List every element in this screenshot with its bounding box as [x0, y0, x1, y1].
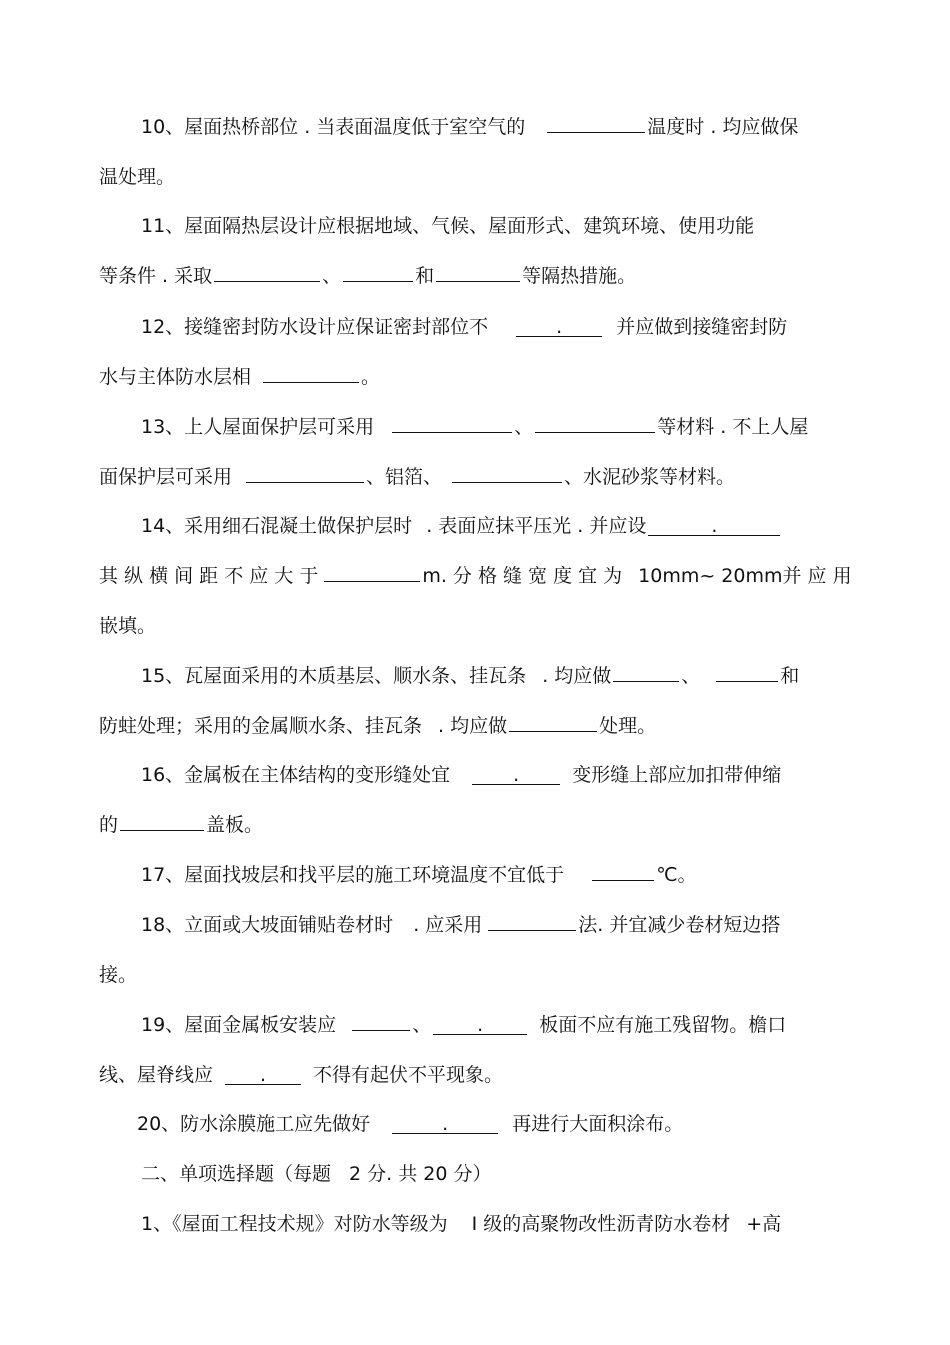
q11-text-c: 、 — [322, 265, 342, 287]
q12-blank-2[interactable] — [263, 365, 359, 383]
q16-text-b: 变形缝上部应加扣带伸缩 — [572, 764, 782, 786]
q16-text-a: 16、金属板在主体结构的变形缝处宜 — [141, 764, 451, 786]
q14-blank-2[interactable] — [324, 564, 420, 582]
q20-blank-1[interactable]: . — [392, 1116, 498, 1134]
q19-text-e: 不得有起伏不平现象。 — [313, 1064, 504, 1086]
q11-text-d: 和 — [415, 265, 435, 287]
q15-blank-2[interactable] — [716, 664, 778, 682]
q14-line-1 — [141, 514, 782, 538]
q13-line-1 — [141, 415, 808, 439]
q11-text-a: 11、屋面隔热层设计应根据地域、气候、屋面形式、建筑环境、使用功能 — [141, 215, 755, 237]
q12-line-1 — [141, 315, 787, 339]
q19-blank-3[interactable]: . — [225, 1067, 301, 1085]
q15-text-f: . 均应做 — [438, 715, 508, 737]
q16-line-2 — [99, 813, 263, 837]
q15-line-2 — [99, 714, 656, 738]
q16-blank-1[interactable]: . — [472, 767, 560, 785]
q11-blank-2[interactable] — [343, 264, 413, 282]
q11-text-e: 等隔热措施。 — [522, 265, 637, 287]
q17-text-a: 17、屋面找坡层和找平层的施工环境温度不宜低于 — [141, 864, 565, 886]
q12-line-2 — [99, 365, 380, 389]
q19-text-b: 、 — [412, 1014, 432, 1036]
q20-line-1 — [137, 1112, 683, 1136]
q11-blank-3[interactable] — [436, 264, 520, 282]
s2q1-text-c: +高 — [746, 1213, 782, 1235]
q10-text-c: 温处理。 — [99, 166, 176, 188]
q20-text-a: 20、防水涂膜施工应先做好 — [137, 1113, 371, 1135]
q19-line-1 — [141, 1013, 786, 1037]
q18-text-c: 法. 并宜减少卷材短边搭 — [578, 914, 781, 936]
q20-text-b: 再进行大面积涂布。 — [512, 1113, 684, 1135]
q13-blank-3[interactable] — [246, 465, 364, 483]
q18-text-b: . 应采用 — [413, 914, 483, 936]
q18-line-2 — [99, 963, 137, 987]
q13-blank-1[interactable] — [392, 415, 512, 433]
q15-text-g: 处理。 — [599, 715, 657, 737]
section2-text-a: 二、单项选择题（每题 — [141, 1163, 332, 1185]
q16-blank-2[interactable] — [120, 813, 204, 831]
q18-text-d: 接。 — [99, 964, 138, 986]
q14-text-b: . 表面应抹平压光 . 并应设 — [426, 515, 647, 537]
q18-blank-1[interactable] — [488, 913, 576, 931]
q14-text-f: 嵌填。 — [99, 615, 157, 637]
q13-text-b: 、 — [514, 416, 534, 438]
q19-blank-1[interactable] — [352, 1013, 410, 1031]
q19-text-a: 19、屋面金属板安装应 — [141, 1014, 337, 1036]
q15-line-1 — [141, 664, 799, 688]
q11-blank-1[interactable] — [214, 264, 320, 282]
q10-line-1 — [141, 115, 798, 139]
q17-blank-1[interactable] — [592, 863, 654, 881]
q14-blank-1[interactable]: . — [648, 518, 780, 536]
q15-blank-1[interactable] — [613, 664, 679, 682]
q18-line-1 — [141, 913, 780, 937]
q16-text-d: 盖板。 — [206, 814, 264, 836]
q12-text-d: 。 — [361, 366, 381, 388]
q15-text-b: . 均应做 — [542, 665, 612, 687]
q10-text-a: 10、屋面热桥部位 . 当表面温度低于室空气的 — [141, 116, 526, 138]
s2q1-text-a: 1、《屋面工程技术规》对防水等级为 — [141, 1213, 448, 1235]
q11-text-b: 等条件 . 采取 — [99, 265, 213, 287]
q15-blank-3[interactable] — [509, 714, 597, 732]
q13-text-c: 等材料 . 不上人屋 — [657, 416, 809, 438]
q12-text-c: 水与主体防水层相 — [99, 366, 252, 388]
q10-blank-1[interactable] — [547, 115, 645, 133]
q19-blank-2[interactable]: . — [433, 1017, 527, 1035]
q10-text-b: 温度时 . 均应做保 — [647, 116, 799, 138]
q13-text-d: 面保护层可采用 — [99, 466, 233, 488]
q16-line-1 — [141, 763, 781, 787]
q10-line-2 — [99, 165, 175, 189]
q14-text-d: m. 分 格 缝 宽 度 宜 为 — [422, 565, 623, 587]
q14-text-c: 其 纵 横 间 距 不 应 大 于 — [99, 565, 319, 587]
q13-text-a: 13、上人屋面保护层可采用 — [141, 416, 375, 438]
q15-text-c: 、 — [681, 665, 701, 687]
s2q1-text-b: Ⅰ 级的高聚物改性沥青防水卷材 — [471, 1213, 731, 1235]
q13-blank-2[interactable] — [535, 415, 655, 433]
q12-blank-1[interactable]: . — [516, 319, 602, 337]
q15-text-a: 15、瓦屋面采用的木质基层、顺水条、挂瓦条 — [141, 665, 527, 687]
section2-heading — [141, 1162, 491, 1186]
q13-text-e: 、铝箔、 — [366, 466, 443, 488]
q15-text-e: 防蛀处理；采用的金属顺水条、挂瓦条 — [99, 715, 423, 737]
q14-line-2 — [99, 564, 852, 588]
q17-line-1 — [141, 863, 697, 887]
q12-text-a: 12、接缝密封防水设计应保证密封部位不 — [141, 316, 489, 338]
q12-text-b: 并应做到接缝密封防 — [616, 316, 788, 338]
q13-text-f: 、水泥砂浆等材料。 — [564, 466, 736, 488]
q19-text-c: 板面不应有施工残留物。檐口 — [539, 1014, 787, 1036]
q18-text-a: 18、立面或大坡面铺贴卷材时 — [141, 914, 394, 936]
q13-blank-4[interactable] — [452, 465, 562, 483]
s2q1-line-1 — [141, 1212, 781, 1236]
q14-text-a: 14、采用细石混凝土做保护层时 — [141, 515, 413, 537]
section2-text-b: 2 分. 共 20 分） — [349, 1163, 492, 1185]
q11-line-1 — [141, 214, 754, 238]
q19-text-d: 线、屋脊线应 — [99, 1064, 214, 1086]
q16-text-c: 的 — [99, 814, 119, 836]
q13-line-2 — [99, 465, 735, 489]
q15-text-d: 和 — [780, 665, 800, 687]
q17-text-b: ℃。 — [656, 864, 697, 886]
q14-text-e: 10mm~ 20mm并 应 用 — [638, 565, 852, 587]
q19-line-2 — [99, 1063, 503, 1087]
q11-line-2 — [99, 264, 636, 288]
q14-line-3 — [99, 614, 156, 638]
